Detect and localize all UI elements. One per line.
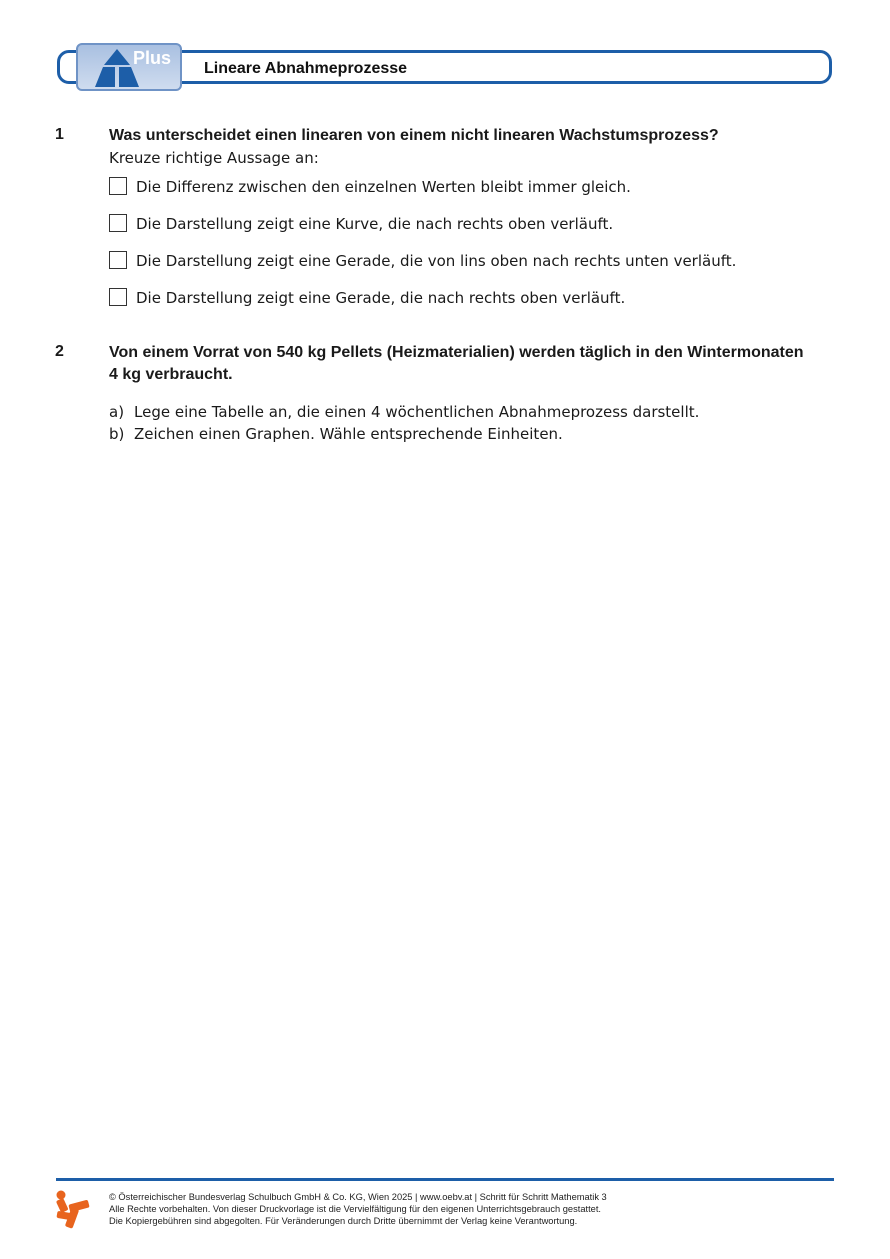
- subtask-b: [109, 423, 563, 445]
- subtask-a-text: Lege eine Tabelle an, die einen 4 wöchentlichen Abnahmeprozess darstellt.: [134, 403, 700, 421]
- task-1-question: Was unterscheidet einen linearen von einem nicht linearen Wachstumsprozess?: [109, 127, 719, 144]
- page-title: Lineare Abnahmeprozesse: [204, 60, 408, 77]
- subtask-b-text: Zeichen einen Graphen. Wähle entsprechende Einheiten.: [134, 425, 563, 443]
- plus-badge: [76, 43, 182, 91]
- option-4-checkbox[interactable]: [109, 288, 127, 306]
- footer-line-2: Alle Rechte vorbehalten. Von dieser Druckvorlage ist die Vervielfältigung für den eigenen Unterrichtsgebrauch gestattet.: [109, 1204, 601, 1214]
- task-2-number: 2: [55, 343, 64, 360]
- badge-label: Plus: [133, 48, 172, 68]
- task-2-question-line2: 4 kg verbraucht.: [109, 366, 233, 383]
- option-2-checkbox[interactable]: [109, 214, 127, 232]
- subtask-a-letter: a): [109, 403, 125, 421]
- subtask-a: [109, 401, 699, 423]
- option-4-label: Die Darstellung zeigt eine Gerade, die nach rechts oben verläuft.: [136, 289, 626, 307]
- option-1-checkbox[interactable]: [109, 177, 127, 195]
- footer-line-1: © Österreichischer Bundesverlag Schulbuch GmbH & Co. KG, Wien 2025 | www.oebv.at | Schritt für Schritt Mathematik 3: [109, 1192, 607, 1202]
- footer-line-3: Die Kopiergebühren sind abgegolten. Für Veränderungen durch Dritte übernimmt der Verlag keine Verantwortung.: [109, 1216, 578, 1226]
- option-3-label: Die Darstellung zeigt eine Gerade, die von lins oben nach rechts unten verläuft.: [136, 252, 737, 270]
- option-3-checkbox[interactable]: [109, 251, 127, 269]
- task-2-question-line1: Von einem Vorrat von 540 kg Pellets (Heizmaterialien) werden täglich in den Wintermonaten: [109, 344, 804, 361]
- option-1-label: Die Differenz zwischen den einzelnen Werten bleibt immer gleich.: [136, 178, 631, 196]
- footer-copyright: [109, 1191, 607, 1227]
- task-1-instruction: Kreuze richtige Aussage an:: [109, 149, 319, 167]
- option-2-label: Die Darstellung zeigt eine Kurve, die nach rechts oben verläuft.: [136, 215, 614, 233]
- footer-divider: [56, 1178, 834, 1181]
- task-1-number: 1: [55, 126, 64, 143]
- publisher-logo-icon: [55, 1190, 91, 1230]
- subtask-b-letter: b): [109, 425, 125, 443]
